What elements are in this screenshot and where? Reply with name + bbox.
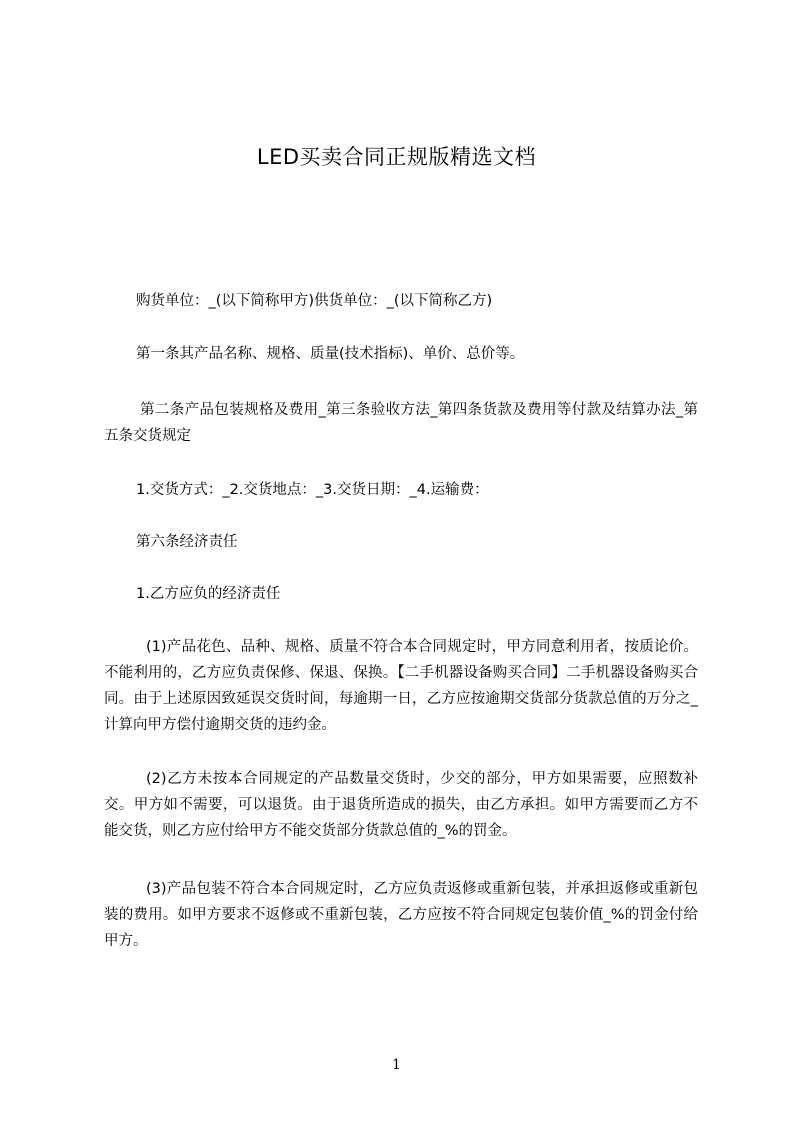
paragraph-clause-1: (1)产品花色、品种、规格、质量不符合本合同规定时，甲方同意利用者，按质论价。不能利用的，乙方应负责保修、保退、保换。【二手机器设备购买合同】二手机器设备购买合同。由于上述原因致延误交货时间，每逾期一日，乙方应按逾期交货部分货款总值的万分之_计算向甲方偿付逾期交货的违约金。 bbox=[104, 639, 698, 733]
paragraph-articles-2-5: 第二条产品包装规格及费用_第三条验收方法_第四条货款及费用等付款及结算办法_第五条交货规定 bbox=[104, 402, 698, 444]
paragraph-delivery-terms: 1.交货方式：_2.交货地点：_3.交货日期：_4.运输费： bbox=[136, 482, 489, 498]
paragraph-parties: 购货单位：_(以下简称甲方)供货单位：_(以下简称乙方) bbox=[136, 293, 493, 309]
paragraph-clause-2: (2)乙方未按本合同规定的产品数量交货时，少交的部分，甲方如果需要，应照数补交。甲方如不需要，可以退货。由于退货所造成的损失，由乙方承担。如甲方需要而乙方不能交货，则乙方应付给甲方不能交货部分货款总值的_%的罚金。 bbox=[104, 771, 698, 839]
document-title: LED买卖合同正规版精选文档 bbox=[256, 145, 537, 169]
paragraph-seller-liability: 1.乙方应负的经济责任 bbox=[136, 586, 281, 602]
paragraph-article-6: 第六条经济责任 bbox=[136, 534, 238, 550]
paragraph-article-1: 第一条其产品名称、规格、质量(技术指标)、单价、总价等。 bbox=[136, 346, 525, 362]
paragraph-clause-3: (3)产品包装不符合本合同规定时，乙方应负责返修或重新包装，并承担返修或重新包装的费用。如甲方要求不返修或不重新包装，乙方应按不符合同规定包装价值_%的罚金付给甲方。 bbox=[104, 881, 698, 949]
page-number: 1 bbox=[392, 1057, 401, 1073]
